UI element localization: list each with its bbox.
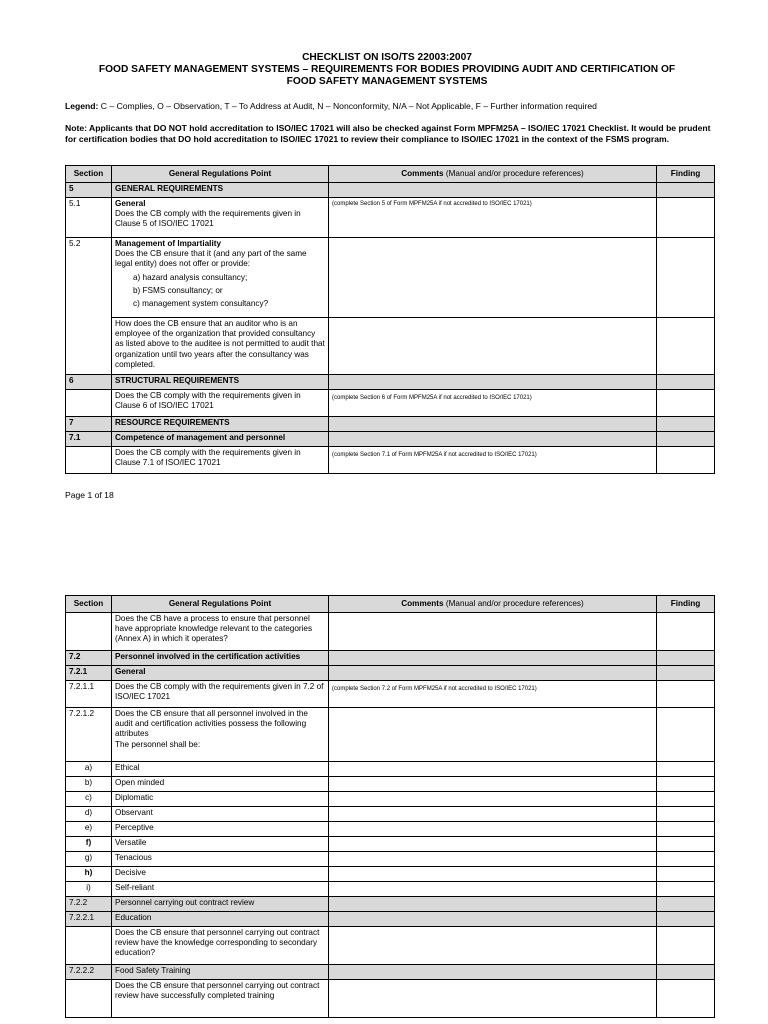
row-section: 7.2.1 <box>66 666 112 681</box>
attribute-text: Observant <box>112 807 329 822</box>
table-row <box>66 318 715 375</box>
comment-cell[interactable] <box>329 238 657 318</box>
attribute-letter: f) <box>66 837 112 852</box>
row-section: 5.2 <box>66 238 112 375</box>
finding-cell[interactable] <box>657 965 715 980</box>
header-section: Section <box>66 596 112 613</box>
comment-cell[interactable] <box>329 965 657 980</box>
document-subtitle-line-2: FOOD SAFETY MANAGEMENT SYSTEMS <box>286 76 488 87</box>
attribute-text: Ethical <box>112 762 329 777</box>
comment-cell[interactable] <box>329 432 657 447</box>
finding-cell[interactable] <box>657 822 715 837</box>
table-row <box>66 432 715 447</box>
row-section: 7.2 <box>66 651 112 666</box>
row-section <box>66 390 112 417</box>
comment-cell[interactable] <box>329 897 657 912</box>
attribute-text: Diplomatic <box>112 792 329 807</box>
comment-cell[interactable] <box>329 912 657 927</box>
row-section <box>66 447 112 474</box>
row-section: 7 <box>66 417 112 432</box>
table-row <box>66 651 715 666</box>
row-heading: Competence of management and personnel <box>112 432 329 447</box>
question-text: Does the CB comply with the requirements given in Clause 6 of ISO/IEC 17021 <box>112 390 329 417</box>
comment-cell[interactable] <box>329 762 657 777</box>
row-section: 7.2.2 <box>66 897 112 912</box>
table-row <box>66 965 715 980</box>
table-row <box>66 927 715 965</box>
question-text: Does the CB comply with the requirements given in Clause 7.1 of ISO/IEC 17021 <box>112 447 329 474</box>
table-row <box>66 708 715 762</box>
finding-cell[interactable] <box>657 432 715 447</box>
comment-cell[interactable] <box>329 417 657 432</box>
row-heading: General <box>112 666 329 681</box>
header-finding: Finding <box>657 166 715 183</box>
question-text: Does the CB ensure that personnel carrying out contract review have the knowledge corresponding to secondary education? <box>112 927 329 965</box>
attribute-letter: h) <box>66 867 112 882</box>
row-heading: Personnel involved in the certification activities <box>112 651 329 666</box>
row-heading: Education <box>112 912 329 927</box>
header-section: Section <box>66 166 112 183</box>
attribute-letter: b) <box>66 777 112 792</box>
header-comments-label: Comments <box>401 168 444 178</box>
finding-cell[interactable] <box>657 777 715 792</box>
finding-cell[interactable] <box>657 318 715 375</box>
finding-cell[interactable] <box>657 792 715 807</box>
attribute-text: Self-reliant <box>112 882 329 897</box>
question-text: Does the CB have a process to ensure that personnel have appropriate knowledge relevant to the categories (Annex A) in which it operates? <box>112 613 329 651</box>
comment-cell[interactable] <box>329 882 657 897</box>
row-heading: General <box>115 199 146 208</box>
row-section: 7.1 <box>66 432 112 447</box>
attribute-letter: c) <box>66 792 112 807</box>
row-section: 7.2.2.2 <box>66 965 112 980</box>
row-heading: Management of Impartiality <box>115 239 222 248</box>
comment-cell[interactable] <box>329 867 657 882</box>
table-row <box>66 666 715 681</box>
page-gap <box>0 530 768 580</box>
finding-cell[interactable] <box>657 807 715 822</box>
row-section <box>66 927 112 965</box>
table-row <box>66 681 715 708</box>
row-heading: STRUCTURAL REQUIREMENTS <box>112 375 329 390</box>
finding-cell[interactable] <box>657 447 715 474</box>
table-row <box>66 852 715 867</box>
header-point: General Regulations Point <box>112 166 329 183</box>
row-section: 5.1 <box>66 198 112 238</box>
finding-cell[interactable] <box>657 867 715 882</box>
table-row <box>66 837 715 852</box>
row-section <box>66 613 112 651</box>
comment-cell[interactable] <box>329 375 657 390</box>
row-section: 5 <box>66 183 112 198</box>
attribute-text: Open minded <box>112 777 329 792</box>
finding-cell[interactable] <box>657 666 715 681</box>
comment-cell[interactable]: (complete Section 6 of Form MPFM25A if not accredited to ISO/IEC 17021) <box>329 390 657 417</box>
header-comments-note: (Manual and/or procedure references) <box>443 598 584 608</box>
question-text: Does the CB ensure that personnel carrying out contract review have successfully completed training <box>112 980 329 1018</box>
comment-cell[interactable] <box>329 613 657 651</box>
list-item: b) FSMS consultancy; or <box>133 285 223 295</box>
question-text: Does the CB comply with the requirements given in 7.2 of ISO/IEC 17021 <box>112 681 329 708</box>
row-heading: RESOURCE REQUIREMENTS <box>112 417 329 432</box>
question-text: Does the CB ensure that it (and any part of the same legal entity) does not offer or provide: <box>115 249 307 269</box>
comment-cell[interactable] <box>329 822 657 837</box>
row-section: 6 <box>66 375 112 390</box>
table-row <box>66 980 715 1018</box>
finding-cell[interactable] <box>657 912 715 927</box>
comment-cell[interactable] <box>329 980 657 1018</box>
comment-cell[interactable]: (complete Section 7.2 of Form MPFM25A if not accredited to ISO/IEC 17021) <box>329 681 657 708</box>
row-question <box>112 198 329 238</box>
table-row <box>66 822 715 837</box>
row-question <box>112 238 329 318</box>
table-row <box>66 777 715 792</box>
finding-cell[interactable] <box>657 183 715 198</box>
header-comments-note: (Manual and/or procedure references) <box>443 168 584 178</box>
table-row <box>66 807 715 822</box>
table-row <box>66 390 715 417</box>
legend-text: C – Complies, O – Observation, T – To Address at Audit, N – Nonconformity, N/A – Not Applicable, F – Further information required <box>98 101 597 111</box>
table-row <box>66 762 715 777</box>
finding-cell[interactable] <box>657 708 715 762</box>
finding-cell[interactable] <box>657 980 715 1018</box>
finding-cell[interactable] <box>657 897 715 912</box>
document-title: CHECKLIST ON ISO/TS 22003:2007 <box>302 52 472 63</box>
table-row <box>66 198 715 238</box>
finding-cell[interactable] <box>657 927 715 965</box>
row-heading: Personnel carrying out contract review <box>112 897 329 912</box>
finding-cell[interactable] <box>657 238 715 318</box>
comment-cell[interactable]: (complete Section 5 of Form MPFM25A if not accredited to ISO/IEC 17021) <box>329 198 657 238</box>
finding-cell[interactable] <box>657 375 715 390</box>
table-row <box>66 867 715 882</box>
finding-cell[interactable] <box>657 882 715 897</box>
table-row <box>66 447 715 474</box>
attribute-text: Tenacious <box>112 852 329 867</box>
row-section: 7.2.1.1 <box>66 681 112 708</box>
attribute-letter: a) <box>66 762 112 777</box>
question-text: How does the CB ensure that an auditor who is an employee of the organization that provided consultancy as listed above to the auditee is not permitted to audit that organization until two years after the consultancy was completed. <box>112 318 329 375</box>
row-heading: Food Safety Training <box>112 965 329 980</box>
row-question <box>112 708 329 762</box>
list-item: c) management system consultancy? <box>133 298 269 308</box>
table-row <box>66 897 715 912</box>
attribute-letter: e) <box>66 822 112 837</box>
page-number: Page 1 of 18 <box>65 490 114 500</box>
table-row <box>66 417 715 432</box>
table-row <box>66 912 715 927</box>
header-comments-label: Comments <box>401 598 444 608</box>
comment-cell[interactable] <box>329 807 657 822</box>
checklist-table-page-1 <box>65 165 715 474</box>
comment-cell[interactable] <box>329 927 657 965</box>
comment-cell[interactable] <box>329 777 657 792</box>
table-row <box>66 183 715 198</box>
row-section: 7.2.2.1 <box>66 912 112 927</box>
document-page-2 <box>0 580 768 1024</box>
table-header-row <box>66 166 715 183</box>
comment-cell[interactable] <box>329 792 657 807</box>
row-heading: GENERAL REQUIREMENTS <box>112 183 329 198</box>
comment-cell[interactable] <box>329 708 657 762</box>
comment-cell[interactable] <box>329 318 657 375</box>
note: Note: Applicants that DO NOT hold accreditation to ISO/IEC 17021 will also be checked against Form MPFM25A – ISO/IEC 17021 Checklist. It would be prudent for certification bodies that DO hold accreditation to ISO/IEC 17021 to review their compliance to ISO/IEC 17021 in the context of the FSMS program. <box>65 123 711 144</box>
legend <box>65 101 715 111</box>
table-row <box>66 792 715 807</box>
document-subtitle-line-1: FOOD SAFETY MANAGEMENT SYSTEMS – REQUIREMENTS FOR BODIES PROVIDING AUDIT AND CERTIFICATION OF <box>98 64 676 75</box>
finding-cell[interactable] <box>657 390 715 417</box>
row-section: 7.2.1.2 <box>66 708 112 762</box>
header-point: General Regulations Point <box>112 596 329 613</box>
attribute-text: Perceptive <box>112 822 329 837</box>
legend-label: Legend: <box>65 101 99 111</box>
checklist-table-page-2 <box>65 595 715 1018</box>
question-text: Does the CB comply with the requirements given in Clause 5 of ISO/IEC 17021 <box>115 209 301 229</box>
attribute-letter: g) <box>66 852 112 867</box>
comment-cell[interactable] <box>329 852 657 867</box>
attribute-letter: d) <box>66 807 112 822</box>
finding-cell[interactable] <box>657 417 715 432</box>
header-comments <box>329 596 657 613</box>
consultancy-list <box>133 271 325 310</box>
comment-cell[interactable] <box>329 666 657 681</box>
comment-cell[interactable] <box>329 183 657 198</box>
table-header-row <box>66 596 715 613</box>
finding-cell[interactable] <box>657 852 715 867</box>
header-finding: Finding <box>657 596 715 613</box>
table-row <box>66 238 715 318</box>
finding-cell[interactable] <box>657 762 715 777</box>
table-row <box>66 375 715 390</box>
attribute-text: Versatile <box>112 837 329 852</box>
finding-cell[interactable] <box>657 837 715 852</box>
attribute-text: Decisive <box>112 867 329 882</box>
finding-cell[interactable] <box>657 651 715 666</box>
question-text: Does the CB ensure that all personnel involved in the audit and certification activities possess the following attributes <box>115 709 308 739</box>
question-subtext: The personnel shall be: <box>115 739 201 749</box>
row-section <box>66 980 112 1018</box>
attribute-letter: i) <box>66 882 112 897</box>
comment-cell[interactable] <box>329 837 657 852</box>
list-item: a) hazard analysis consultancy; <box>133 272 248 282</box>
finding-cell[interactable] <box>657 198 715 238</box>
finding-cell[interactable] <box>657 681 715 708</box>
table-row <box>66 882 715 897</box>
comment-cell[interactable]: (complete Section 7.1 of Form MPFM25A if not accredited to ISO/IEC 17021) <box>329 447 657 474</box>
comment-cell[interactable] <box>329 651 657 666</box>
table-row <box>66 613 715 651</box>
header-comments <box>329 166 657 183</box>
finding-cell[interactable] <box>657 613 715 651</box>
